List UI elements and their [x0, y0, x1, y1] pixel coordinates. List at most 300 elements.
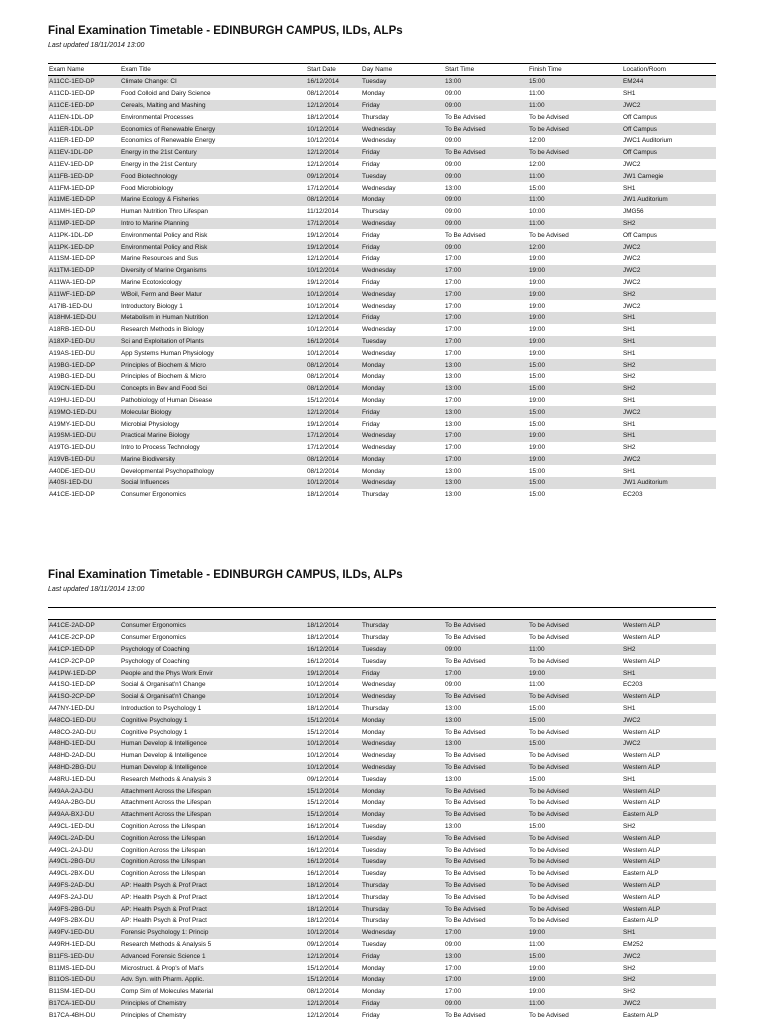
start-time-cell: To Be Advised	[444, 868, 528, 880]
start-time-cell: 17:00	[444, 300, 528, 312]
table-row	[48, 809, 716, 821]
exam-title-cell: Environmental Policy and Risk	[120, 229, 306, 241]
exam-name-cell: A18RB-1ED-DU	[48, 324, 120, 336]
table-row	[48, 288, 716, 300]
exam-title-cell: Consumer Ergonomics	[120, 489, 306, 501]
exam-title-cell: Attachment Across the Lifespan	[120, 809, 306, 821]
finish-time-cell: 19:00	[528, 395, 622, 407]
location-cell: Off Campus	[622, 229, 716, 241]
finish-time-cell: To be Advised	[528, 856, 622, 868]
exam-name-cell: A48HD-1ED-DU	[48, 738, 120, 750]
table-row	[48, 832, 716, 844]
start-date-cell: 17/12/2014	[306, 442, 361, 454]
finish-time-cell: 19:00	[528, 277, 622, 289]
exam-title-cell: Metabolism in Human Nutrition	[120, 312, 306, 324]
day-name-cell: Friday	[361, 100, 444, 112]
exam-title-cell: Marine Ecology & Fisheries	[120, 194, 306, 206]
start-time-cell: To Be Advised	[444, 832, 528, 844]
page-title: Final Examination Timetable - EDINBURGH CAMPUS, ILDs, ALPs	[48, 569, 403, 581]
exam-title-cell: Diversity of Marine Organisms	[120, 265, 306, 277]
start-time-cell: 13:00	[444, 821, 528, 833]
exam-title-cell: Energy in the 21st Century	[120, 159, 306, 171]
finish-time-cell: 19:00	[528, 454, 622, 466]
exam-title-cell: Economics of Renewable Energy	[120, 123, 306, 135]
exam-name-cell: A11EV-1ED-DP	[48, 159, 120, 171]
location-cell: SH1	[622, 347, 716, 359]
exam-name-cell: A49AA-2BG-DU	[48, 797, 120, 809]
col-exam-title: Exam Title	[120, 64, 306, 76]
exam-title-cell: Cognition Across the Lifespan	[120, 832, 306, 844]
table-row	[48, 406, 716, 418]
finish-time-cell: 15:00	[528, 418, 622, 430]
start-time-cell: To Be Advised	[444, 915, 528, 927]
exam-title-cell: Principles of Biochem & Micro	[120, 359, 306, 371]
table-row	[48, 383, 716, 395]
start-date-cell: 19/12/2014	[306, 229, 361, 241]
exam-title-cell: Comp Sim of Molecules Material	[120, 986, 306, 998]
table-row	[48, 277, 716, 289]
table-row	[48, 691, 716, 703]
finish-time-cell: 15:00	[528, 371, 622, 383]
start-time-cell: To Be Advised	[444, 632, 528, 644]
table-row	[48, 915, 716, 927]
start-date-cell: 12/12/2014	[306, 147, 361, 159]
exam-name-cell: A19HU-1ED-DU	[48, 395, 120, 407]
timetable-section-2	[48, 568, 716, 1021]
location-cell: Western ALP	[622, 880, 716, 892]
exam-title-cell: Cognitive Psychology 1	[120, 714, 306, 726]
start-date-cell: 16/12/2014	[306, 655, 361, 667]
table-row	[48, 750, 716, 762]
day-name-cell: Wednesday	[361, 324, 444, 336]
exam-name-cell: A19TG-1ED-DU	[48, 442, 120, 454]
location-cell: JMG56	[622, 206, 716, 218]
exam-name-cell: A49CL-2BG-DU	[48, 856, 120, 868]
start-date-cell: 12/12/2014	[306, 312, 361, 324]
start-date-cell: 15/12/2014	[306, 962, 361, 974]
finish-time-cell: To be Advised	[528, 809, 622, 821]
location-cell: Eastern ALP	[622, 915, 716, 927]
exam-name-cell: A17IB-1ED-DU	[48, 300, 120, 312]
day-name-cell: Thursday	[361, 891, 444, 903]
start-date-cell: 17/12/2014	[306, 218, 361, 230]
exam-name-cell: A41SO-2CP-DP	[48, 691, 120, 703]
table-row	[48, 454, 716, 466]
exam-name-cell: A49FV-1ED-DU	[48, 927, 120, 939]
start-time-cell: 17:00	[444, 312, 528, 324]
finish-time-cell: 11:00	[528, 679, 622, 691]
finish-time-cell: 15:00	[528, 182, 622, 194]
day-name-cell: Thursday	[361, 703, 444, 715]
exam-title-cell: WBoil, Ferm and Beer Matur	[120, 288, 306, 300]
finish-time-cell: To be Advised	[528, 915, 622, 927]
start-date-cell: 10/12/2014	[306, 135, 361, 147]
start-time-cell: 13:00	[444, 477, 528, 489]
col-start-time: Start Time	[444, 64, 528, 76]
finish-time-cell: 15:00	[528, 76, 622, 88]
start-date-cell: 17/12/2014	[306, 182, 361, 194]
table-row	[48, 418, 716, 430]
col-finish-time	[528, 608, 622, 620]
start-date-cell: 15/12/2014	[306, 726, 361, 738]
location-cell: EC203	[622, 679, 716, 691]
location-cell: SH1	[622, 430, 716, 442]
start-date-cell: 10/12/2014	[306, 288, 361, 300]
start-time-cell: 09:00	[444, 218, 528, 230]
location-cell: Eastern ALP	[622, 809, 716, 821]
location-cell: SH1	[622, 312, 716, 324]
table-row	[48, 100, 716, 112]
exam-title-cell: Climate Change: CI	[120, 76, 306, 88]
start-date-cell: 10/12/2014	[306, 738, 361, 750]
day-name-cell: Tuesday	[361, 76, 444, 88]
day-name-cell: Friday	[361, 667, 444, 679]
finish-time-cell: 19:00	[528, 336, 622, 348]
start-date-cell: 08/12/2014	[306, 194, 361, 206]
exam-name-cell: A18HM-1ED-DU	[48, 312, 120, 324]
location-cell: JWC2	[622, 277, 716, 289]
exam-title-cell: Microbial Physiology	[120, 418, 306, 430]
location-cell: Western ALP	[622, 726, 716, 738]
table-row	[48, 844, 716, 856]
table-row	[48, 182, 716, 194]
finish-time-cell: 19:00	[528, 300, 622, 312]
exam-title-cell: AP: Health Psych & Prof Pract	[120, 891, 306, 903]
day-name-cell: Monday	[361, 371, 444, 383]
table-row	[48, 880, 716, 892]
start-date-cell: 08/12/2014	[306, 465, 361, 477]
location-cell: SH2	[622, 644, 716, 656]
table-row	[48, 430, 716, 442]
day-name-cell: Wednesday	[361, 442, 444, 454]
table-row	[48, 147, 716, 159]
exam-name-cell: A47NY-1ED-DU	[48, 703, 120, 715]
location-cell: SH1	[622, 927, 716, 939]
exam-name-cell: A11MP-1ED-DP	[48, 218, 120, 230]
table-row	[48, 359, 716, 371]
start-time-cell: To Be Advised	[444, 844, 528, 856]
exam-name-cell: B17CA-1ED-DU	[48, 998, 120, 1010]
exam-name-cell: A11CD-1ED-DP	[48, 88, 120, 100]
table-row	[48, 1009, 716, 1021]
day-name-cell: Tuesday	[361, 821, 444, 833]
day-name-cell: Friday	[361, 950, 444, 962]
finish-time-cell: 19:00	[528, 667, 622, 679]
day-name-cell: Thursday	[361, 489, 444, 501]
start-date-cell: 16/12/2014	[306, 644, 361, 656]
day-name-cell: Friday	[361, 253, 444, 265]
start-time-cell: To Be Advised	[444, 891, 528, 903]
location-cell: EM252	[622, 939, 716, 951]
finish-time-cell: To be Advised	[528, 147, 622, 159]
location-cell: Western ALP	[622, 844, 716, 856]
start-time-cell: 17:00	[444, 442, 528, 454]
finish-time-cell: 19:00	[528, 986, 622, 998]
exam-title-cell: Cognition Across the Lifespan	[120, 844, 306, 856]
exam-title-cell: Research Methods in Biology	[120, 324, 306, 336]
exam-title-cell: Human Develop & Intelligence	[120, 750, 306, 762]
finish-time-cell: To be Advised	[528, 797, 622, 809]
start-date-cell: 18/12/2014	[306, 891, 361, 903]
location-cell: Western ALP	[622, 856, 716, 868]
day-name-cell: Thursday	[361, 915, 444, 927]
finish-time-cell: 11:00	[528, 170, 622, 182]
location-cell: SH1	[622, 336, 716, 348]
day-name-cell: Monday	[361, 454, 444, 466]
exam-title-cell: Human Nutrition Thro Lifespan	[120, 206, 306, 218]
finish-time-cell: 15:00	[528, 465, 622, 477]
exam-title-cell: Social & Organisat'n'l Change	[120, 679, 306, 691]
exam-name-cell: B11MS-1ED-DU	[48, 962, 120, 974]
exam-title-cell: Marine Resources and Sus	[120, 253, 306, 265]
start-time-cell: 17:00	[444, 454, 528, 466]
start-date-cell: 19/12/2014	[306, 418, 361, 430]
location-cell: SH1	[622, 773, 716, 785]
table-row	[48, 465, 716, 477]
col-day-name: Day Name	[361, 64, 444, 76]
exam-name-cell: A11ER-1ED-DP	[48, 135, 120, 147]
start-time-cell: 17:00	[444, 265, 528, 277]
day-name-cell: Monday	[361, 726, 444, 738]
start-time-cell: 13:00	[444, 714, 528, 726]
start-time-cell: To Be Advised	[444, 903, 528, 915]
start-time-cell: 17:00	[444, 986, 528, 998]
day-name-cell: Wednesday	[361, 679, 444, 691]
finish-time-cell: 15:00	[528, 359, 622, 371]
exam-title-cell: Social & Organisat'n'l Change	[120, 691, 306, 703]
start-date-cell: 12/12/2014	[306, 253, 361, 265]
exam-title-cell: Developmental Psychopathology	[120, 465, 306, 477]
start-time-cell: To Be Advised	[444, 856, 528, 868]
table-header-row	[48, 64, 716, 76]
col-exam-title	[120, 608, 306, 620]
exam-title-cell: Attachment Across the Lifespan	[120, 797, 306, 809]
location-cell: SH1	[622, 465, 716, 477]
exam-title-cell: Adv. Syn. with Pharm. Applic.	[120, 974, 306, 986]
table-row	[48, 891, 716, 903]
exam-title-cell: AP: Health Psych & Prof Pract	[120, 915, 306, 927]
start-time-cell: To Be Advised	[444, 655, 528, 667]
location-cell: JWC2	[622, 100, 716, 112]
table-row	[48, 218, 716, 230]
col-location	[622, 608, 716, 620]
exam-title-cell: Practical Marine Biology	[120, 430, 306, 442]
start-time-cell: 17:00	[444, 667, 528, 679]
exam-name-cell: A49FS-2BX-DU	[48, 915, 120, 927]
location-cell: SH2	[622, 986, 716, 998]
day-name-cell: Thursday	[361, 620, 444, 632]
exam-title-cell: Microstruct. & Prop's of Mat's	[120, 962, 306, 974]
start-time-cell: 17:00	[444, 395, 528, 407]
start-date-cell: 16/12/2014	[306, 856, 361, 868]
table-row	[48, 950, 716, 962]
table-row	[48, 726, 716, 738]
table-row	[48, 927, 716, 939]
finish-time-cell: 11:00	[528, 88, 622, 100]
finish-time-cell: To be Advised	[528, 229, 622, 241]
day-name-cell: Friday	[361, 312, 444, 324]
start-time-cell: 13:00	[444, 950, 528, 962]
location-cell: SH2	[622, 359, 716, 371]
location-cell: SH2	[622, 442, 716, 454]
exam-name-cell: A11MH-1ED-DP	[48, 206, 120, 218]
exam-name-cell: A19AS-1ED-DU	[48, 347, 120, 359]
exam-name-cell: A41CE-2CP-DP	[48, 632, 120, 644]
exam-name-cell: A49CL-1ED-DU	[48, 821, 120, 833]
location-cell: JWC2	[622, 406, 716, 418]
start-time-cell: 17:00	[444, 927, 528, 939]
location-cell: JWC2	[622, 241, 716, 253]
exam-title-cell: Economics of Renewable Energy	[120, 135, 306, 147]
exam-title-cell: Intro to Marine Planning	[120, 218, 306, 230]
exam-name-cell: A49FS-2AJ-DU	[48, 891, 120, 903]
table-row	[48, 868, 716, 880]
table-row	[48, 229, 716, 241]
table-row	[48, 998, 716, 1010]
day-name-cell: Monday	[361, 986, 444, 998]
location-cell: Western ALP	[622, 620, 716, 632]
table-row	[48, 159, 716, 171]
start-time-cell: To Be Advised	[444, 229, 528, 241]
finish-time-cell: 15:00	[528, 714, 622, 726]
table-row	[48, 489, 716, 501]
exam-name-cell: A49RH-1ED-DU	[48, 939, 120, 951]
location-cell: JW1 Carnegie	[622, 170, 716, 182]
location-cell: SH1	[622, 324, 716, 336]
start-time-cell: To Be Advised	[444, 785, 528, 797]
start-date-cell: 16/12/2014	[306, 821, 361, 833]
location-cell: SH1	[622, 395, 716, 407]
day-name-cell: Wednesday	[361, 288, 444, 300]
finish-time-cell: 11:00	[528, 998, 622, 1010]
col-day-name	[361, 608, 444, 620]
start-date-cell: 09/12/2014	[306, 170, 361, 182]
exam-name-cell: A11FM-1ED-DP	[48, 182, 120, 194]
exam-title-cell: Cognitive Psychology 1	[120, 726, 306, 738]
table-row	[48, 206, 716, 218]
day-name-cell: Wednesday	[361, 762, 444, 774]
location-cell: Western ALP	[622, 762, 716, 774]
table-row	[48, 265, 716, 277]
exam-name-cell: B11OS-1ED-DU	[48, 974, 120, 986]
day-name-cell: Tuesday	[361, 655, 444, 667]
day-name-cell: Monday	[361, 797, 444, 809]
day-name-cell: Tuesday	[361, 856, 444, 868]
day-name-cell: Thursday	[361, 632, 444, 644]
col-exam-name: Exam Name	[48, 64, 120, 76]
table-row	[48, 371, 716, 383]
table-row	[48, 738, 716, 750]
finish-time-cell: 12:00	[528, 159, 622, 171]
location-cell: JWC1 Auditorium	[622, 135, 716, 147]
finish-time-cell: To be Advised	[528, 726, 622, 738]
start-date-cell: 10/12/2014	[306, 679, 361, 691]
location-cell: Western ALP	[622, 891, 716, 903]
last-updated: Last updated 18/11/2014 13:00	[48, 42, 145, 49]
finish-time-cell: 11:00	[528, 644, 622, 656]
start-date-cell: 16/12/2014	[306, 844, 361, 856]
start-time-cell: 13:00	[444, 182, 528, 194]
day-name-cell: Friday	[361, 241, 444, 253]
location-cell: SH2	[622, 383, 716, 395]
table-row	[48, 477, 716, 489]
exam-title-cell: Intro to Process Technology	[120, 442, 306, 454]
finish-time-cell: To be Advised	[528, 891, 622, 903]
day-name-cell: Monday	[361, 974, 444, 986]
finish-time-cell: 19:00	[528, 927, 622, 939]
start-date-cell: 17/12/2014	[306, 430, 361, 442]
exam-title-cell: Consumer Ergonomics	[120, 620, 306, 632]
finish-time-cell: 15:00	[528, 489, 622, 501]
start-time-cell: 13:00	[444, 489, 528, 501]
exam-name-cell: A40DE-1ED-DU	[48, 465, 120, 477]
location-cell: SH2	[622, 974, 716, 986]
start-date-cell: 12/12/2014	[306, 950, 361, 962]
day-name-cell: Wednesday	[361, 927, 444, 939]
exam-name-cell: A11CE-1ED-DP	[48, 100, 120, 112]
day-name-cell: Wednesday	[361, 123, 444, 135]
location-cell: SH2	[622, 821, 716, 833]
exam-title-cell: App Systems Human Physiology	[120, 347, 306, 359]
location-cell: JW1 Auditorium	[622, 477, 716, 489]
day-name-cell: Friday	[361, 147, 444, 159]
day-name-cell: Wednesday	[361, 691, 444, 703]
start-time-cell: To Be Advised	[444, 797, 528, 809]
exam-name-cell: A49CL-2AJ-DU	[48, 844, 120, 856]
day-name-cell: Tuesday	[361, 868, 444, 880]
start-time-cell: 09:00	[444, 241, 528, 253]
start-time-cell: 13:00	[444, 371, 528, 383]
location-cell: Off Campus	[622, 111, 716, 123]
exam-title-cell: Cognition Across the Lifespan	[120, 821, 306, 833]
exam-title-cell: Environmental Processes	[120, 111, 306, 123]
location-cell: JWC2	[622, 998, 716, 1010]
table-row	[48, 655, 716, 667]
start-date-cell: 10/12/2014	[306, 265, 361, 277]
exam-name-cell: A11PK-1DL-DP	[48, 229, 120, 241]
table-row	[48, 939, 716, 951]
location-cell: Western ALP	[622, 797, 716, 809]
day-name-cell: Monday	[361, 962, 444, 974]
table-row	[48, 312, 716, 324]
finish-time-cell: 19:00	[528, 312, 622, 324]
day-name-cell: Wednesday	[361, 135, 444, 147]
day-name-cell: Friday	[361, 277, 444, 289]
start-date-cell: 18/12/2014	[306, 703, 361, 715]
start-time-cell: 13:00	[444, 465, 528, 477]
start-time-cell: To Be Advised	[444, 123, 528, 135]
start-date-cell: 10/12/2014	[306, 762, 361, 774]
exam-name-cell: A11ME-1ED-DP	[48, 194, 120, 206]
day-name-cell: Tuesday	[361, 832, 444, 844]
start-date-cell: 09/12/2014	[306, 939, 361, 951]
day-name-cell: Tuesday	[361, 170, 444, 182]
location-cell: JWC2	[622, 738, 716, 750]
location-cell: SH1	[622, 667, 716, 679]
start-time-cell: 09:00	[444, 194, 528, 206]
exam-title-cell: Food Microbiology	[120, 182, 306, 194]
start-date-cell: 08/12/2014	[306, 383, 361, 395]
start-date-cell: 12/12/2014	[306, 998, 361, 1010]
day-name-cell: Tuesday	[361, 336, 444, 348]
table-row	[48, 253, 716, 265]
finish-time-cell: To be Advised	[528, 832, 622, 844]
day-name-cell: Tuesday	[361, 773, 444, 785]
exam-name-cell: A11EN-1DL-DP	[48, 111, 120, 123]
exam-name-cell: A19CN-1ED-DU	[48, 383, 120, 395]
finish-time-cell: 15:00	[528, 821, 622, 833]
start-date-cell: 10/12/2014	[306, 477, 361, 489]
